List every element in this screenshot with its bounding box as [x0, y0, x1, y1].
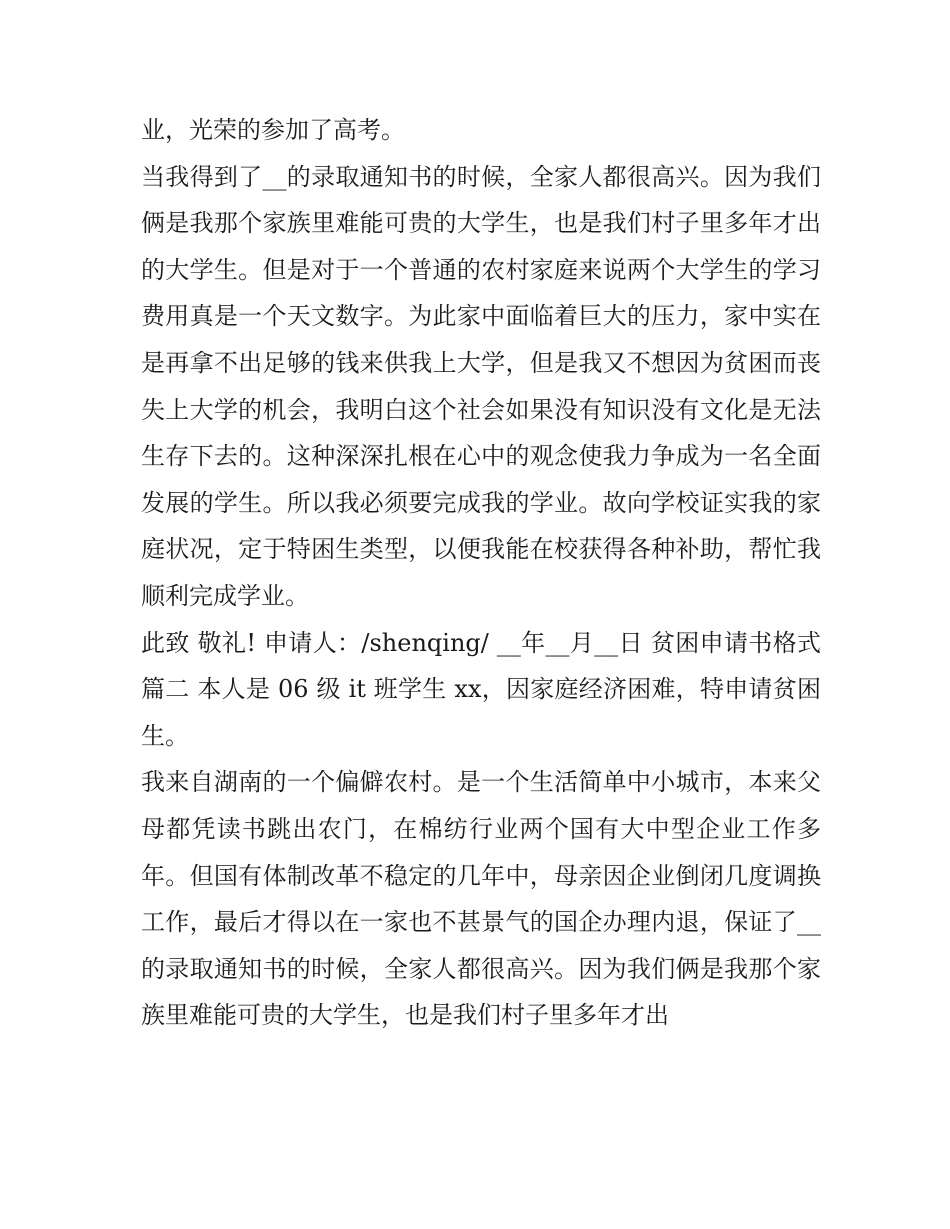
document-body [141, 107, 821, 1039]
paragraph-1: 业，光荣的参加了高考。 [141, 116, 405, 144]
paragraph-3: 此致 敬礼! 申请人：/shenqing/ __年__月__日 贫困申请书格式篇二 本人是 06 级 it 班学生 xx，因家庭经济困难，特申请贫困生。 [141, 628, 821, 750]
paragraph-2: 当我得到了__的录取通知书的时候，全家人都很高兴。因为我们俩是我那个家族里难能可贵的大学生，也是我们村子里多年才出的大学生。但是对于一个普通的农村家庭来说两个大学生的学习费用真是一个天文数字。为此家中面临着巨大的压力，家中实在是再拿不出足够的钱来供我上大学，但是我又不想因为贫困而丧失上大学的机会，我明白这个社会如果没有知识没有文化是无法生存下去的。这种深深扎根在心中的观念使我力争成为一名全面发展的学生。所以我必须要完成我的学业。故向学校证实我的家庭状况，定于特困生类型，以便我能在校获得各种补助，帮忙我顺利完成学业。 [141, 162, 821, 610]
paragraph-4: 我来自湖南的一个偏僻农村。是一个生活简单中小城市，本来父母都凭读书跳出农门，在棉纺行业两个国有大中型企业工作多年。但国有体制改革不稳定的几年中，母亲因企业倒闭几度调换工作，最后才得以在一家也不甚景气的国企办理内退，保证了__的录取通知书的时候，全家人都很高兴。因为我们俩是我那个家族里难能可贵的大学生，也是我们村子里多年才出 [141, 768, 821, 1030]
